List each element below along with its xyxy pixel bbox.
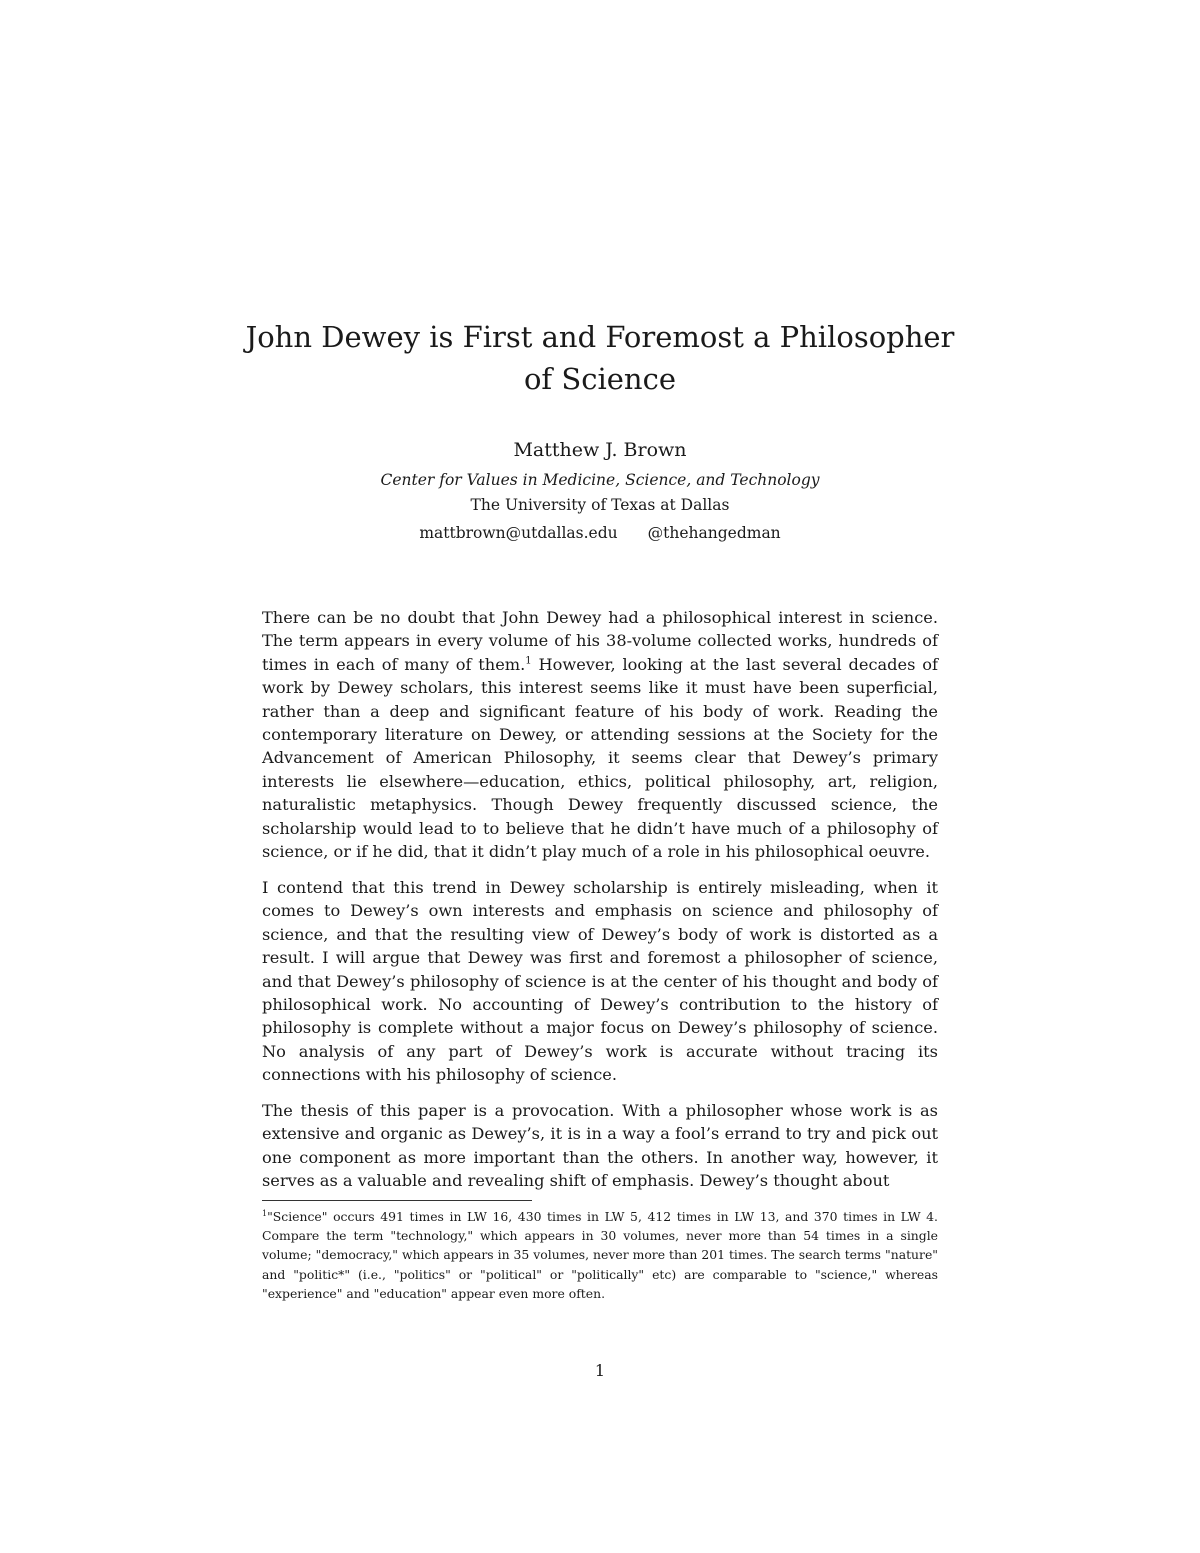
page-number: 1 <box>594 1361 606 1380</box>
paragraph-1-part-2: However, looking at the last several decades of work by Dewey scholars, this interest seems like it must have been superficial, rather than a deep and significant feature of his body of work. Reading the contemporary literature on Dewey, or attending sessions at the Society for the Advancement of American Philosophy, it seems clear that Dewey’s primary interests lie elsewhere—education, ethics, political philosophy, art, religion, naturalistic metaphysics. Though Dewey frequently discussed science, the scholarship would lead to to believe that he didn’t have much of a philosophy of science, or if he did, that it didn’t play much of a role in his philosophical oeuvre. <box>262 654 938 862</box>
footnote-marker: 1 <box>262 1208 268 1218</box>
author-email: mattbrown@utdallas.edu <box>419 524 618 542</box>
author-name: Matthew J. Brown <box>513 439 687 461</box>
paragraph-1 <box>262 606 938 863</box>
paper-title-line-2: of Science <box>523 362 677 396</box>
paragraph-1-part-1: There can be no doubt that John Dewey had a philosophical interest in science. The term appears in every volume of his 38-volume collected works, hundreds of times in each of many of them. <box>262 608 938 674</box>
author-affiliation-center: Center for Values in Medicine, Science, and Technology <box>380 471 820 489</box>
author-handle: @thehangedman <box>647 524 781 542</box>
footnote-divider <box>262 1200 532 1201</box>
author-affiliation-university: The University of Texas at Dallas <box>470 496 730 514</box>
paragraph-3: The thesis of this paper is a provocation. With a philosopher whose work is as extensive and organic as Dewey’s, it is in a way a fool’s errand to try and pick out one component as more important than the others. In another way, however, it serves as a valuable and revealing shift of emphasis. Dewey’s thought about <box>262 1101 938 1191</box>
paper-title-line-1: John Dewey is First and Foremost a Philosopher <box>245 320 955 354</box>
footnote-text: "Science" occurs 491 times in LW 16, 430 times in LW 5, 412 times in LW 13, and 370 times in LW 4. Compare the term "technology," which appears in 30 volumes, never more than 54 times in a single volume; "democracy," which appears in 35 volumes, never more than 201 times. The search terms "nature" and "politic*" (i.e., "politics" or "political" or "politically" etc) are comparable to "science," whereas "experience" and "education" appear even more often. <box>262 1209 938 1301</box>
paragraph-2: I contend that this trend in Dewey scholarship is entirely misleading, when it comes to Dewey’s own interests and emphasis on science and philosophy of science, and that the resulting view of Dewey’s body of work is distorted as a result. I will argue that Dewey was first and foremost a philosopher of science, and that Dewey’s philosophy of science is at the center of his thought and body of philosophical work. No accounting of Dewey’s contribution to the history of philosophy is complete without a major focus on Dewey’s philosophy of science. No analysis of any part of Dewey’s work is accurate without tracing its connections with his philosophy of science. <box>262 878 938 1085</box>
author-contact <box>200 522 1000 544</box>
footnote-1 <box>262 1207 938 1303</box>
footnote-reference: 1 <box>525 655 532 667</box>
paper-title <box>200 316 1000 400</box>
